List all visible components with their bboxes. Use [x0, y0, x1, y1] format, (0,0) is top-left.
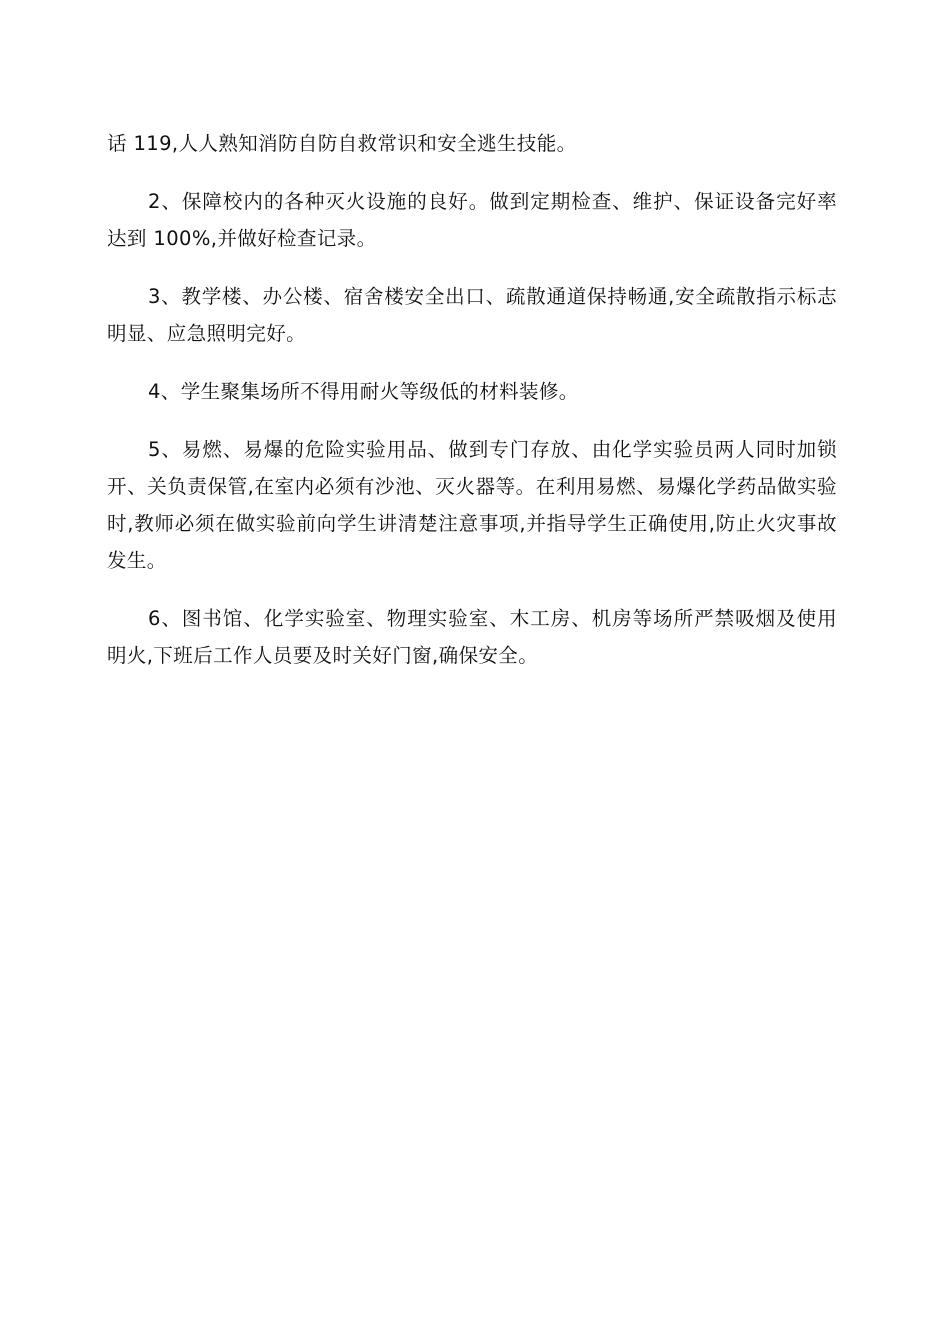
paragraph-continued: 话 119,人人熟知消防自防自救常识和安全逃生技能。 — [107, 132, 577, 155]
document-body — [107, 125, 837, 695]
paragraph-item-5: 5、易燃、易爆的危险实验用品、做到专门存放、由化学实验员两人同时加锁开、关负责保管,在室内必须有沙池、灭火器等。在利用易燃、易爆化学药品做实验时,教师必须在做实验前向学生讲清楚注意事项,并指导学生正确使用,防止火灾事故发生。 — [107, 438, 837, 572]
paragraph-item-4: 4、学生聚集场所不得用耐火等级低的材料装修。 — [148, 380, 579, 403]
paragraph-item-6: 6、图书馆、化学实验室、物理实验室、木工房、机房等场所严禁吸烟及使用明火,下班后工作人员要及时关好门窗,确保安全。 — [107, 607, 837, 667]
paragraph-item-2: 2、保障校内的各种灭火设施的良好。做到定期检查、维护、保证设备完好率达到 100%,并做好检查记录。 — [107, 190, 837, 250]
paragraph-item-3: 3、教学楼、办公楼、宿舍楼安全出口、疏散通道保持畅通,安全疏散指示标志明显、应急照明完好。 — [107, 285, 837, 345]
